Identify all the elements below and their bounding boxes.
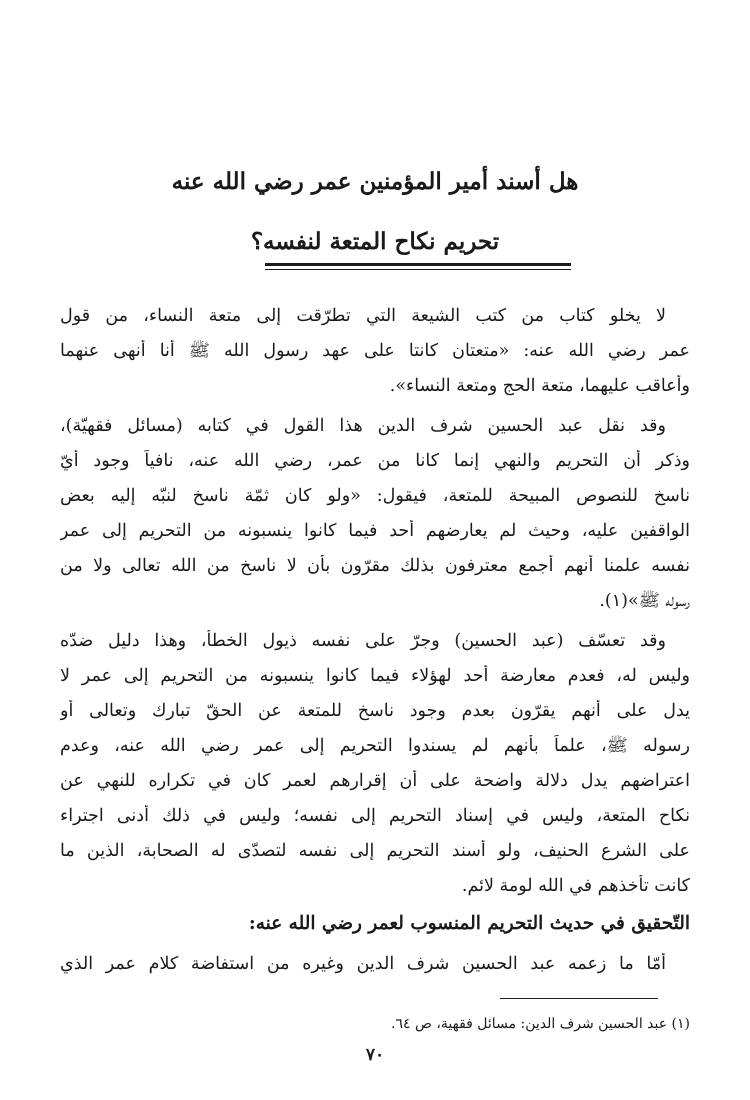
body-line: ناسخ للنصوص المبيحة للمتعة، فيقول: «ولو كان ثمّة ناسخ لنبّه إليه بعض xyxy=(60,486,690,506)
title-rule-thick xyxy=(265,263,571,266)
body-line: الواقفين عليه، وحيث لم يعارضهم أحد فيما كانوا ينسبونه من التحريم إلى عمر xyxy=(60,521,690,541)
body-line: اعتراضهم يدل دلالة واضحة على أن إقرارهم لعمر كان في تكراره للنهي عن xyxy=(60,771,690,791)
title-rule-thin xyxy=(265,269,571,270)
body-line: رسوله ﷺ، علماً بأنهم لم يسندوا التحريم إلى عمر رضي الله عنه، وعدم xyxy=(60,736,690,756)
body-line: وقد نقل عبد الحسين شرف الدين هذا القول في كتابه (مسائل فقهيّة)، xyxy=(60,416,666,436)
body-line: عمر رضي الله عنه: «متعتان كانتا على عهد رسول الله ﷺ أنا أنهى عنهما xyxy=(60,341,690,361)
body-line: نفسه علمنا أنهم أجمع معترفون بذلك مقرّون بأن لا ناسخ من الله تعالى ولا من xyxy=(60,556,690,576)
footnote: (١) عبد الحسين شرف الدين: مسائل فقهية، ص ٦٤. xyxy=(391,1016,690,1032)
chapter-title-line-2: تحريم نكاح المتعة لنفسه؟ xyxy=(250,228,500,255)
footnote-separator xyxy=(500,998,658,999)
page-number: ٧٠ xyxy=(365,1045,385,1065)
body-line: لا يخلو كتاب من كتب الشيعة التي تطرّقت إلى متعة النساء، من قول xyxy=(60,306,666,326)
body-line: وقد تعسّف (عبد الحسين) وجرّ على نفسه ذيول الخطأ، وهذا دليل ضدّه xyxy=(60,631,666,651)
body-line: وذكر أن التحريم والنهي إنما كانا من عمر، رضي الله عنه، نافياً وجود أيّ xyxy=(60,451,690,471)
body-line: يدل على أنهم يقرّون بعدم وجود ناسخ للمتعة عن الحقّ تبارك وتعالى أو xyxy=(60,701,690,721)
body-line: وأعاقب عليهما، متعة الحج ومتعة النساء». xyxy=(389,376,690,396)
body-line: كانت تأخذهم في الله لومة لائم. xyxy=(461,876,690,896)
body-line: أمّا ما زعمه عبد الحسين شرف الدين وغيره من استفاضة كلام عمر الذي xyxy=(60,954,666,974)
body-line: رسوله ﷺ»(١). xyxy=(599,591,690,611)
body-line: وليس له، فعدم معارضة أحد لهؤلاء فيما كانوا ينسبونه من التحريم إلى عمر لا xyxy=(60,666,690,686)
body-line: على الشرع الحنيف، ولو أسند التحريم إلى نفسه لتصدّى له الصحابة، الذين ما xyxy=(60,841,690,861)
body-line: نكاح المتعة، وليس في إسناد التحريم إلى نفسه؛ وليس في ذلك أدنى اجتراء xyxy=(60,806,690,826)
section-subheading: التّحقيق في حديث التحريم المنسوب لعمر رضي الله عنه: xyxy=(248,913,690,934)
chapter-title-line-1: هل أسند أمير المؤمنين عمر رضي الله عنه xyxy=(171,168,579,195)
